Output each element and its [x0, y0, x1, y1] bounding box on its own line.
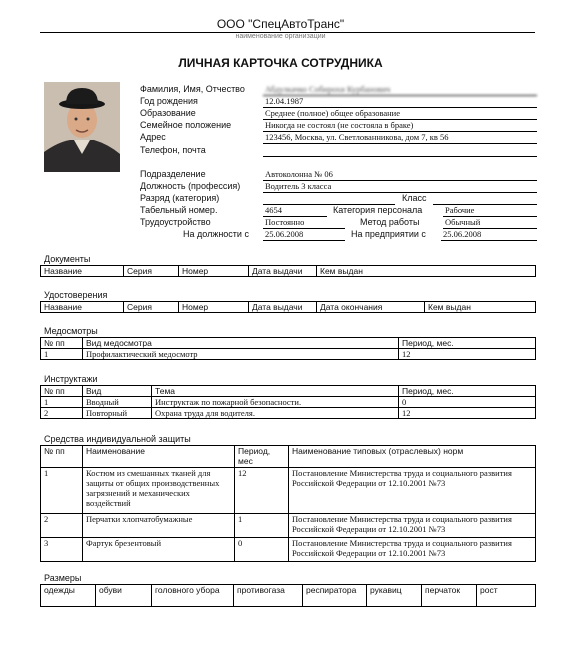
person-photo-icon [44, 82, 120, 172]
family-label: Семейное положение [140, 120, 232, 130]
ppe-table [40, 445, 536, 562]
table-cell: 1 [41, 468, 83, 514]
table-header-cell: Вид [83, 386, 152, 397]
table-row [41, 397, 536, 408]
table-cell: Повторный [83, 408, 152, 419]
table-header-cell: рукавиц [367, 585, 422, 607]
division-label: Подразделение [140, 169, 206, 179]
table-cell: 1 [41, 349, 83, 360]
table-cell: 12 [399, 349, 536, 360]
division-value: Автоколонна № 06 [263, 169, 537, 181]
table-header-cell: Дата выдачи [249, 266, 317, 277]
organization-note: наименование организации [235, 33, 326, 40]
address-label: Адрес [140, 132, 166, 142]
table-header-cell: Тема [152, 386, 399, 397]
briefings-table [40, 385, 536, 419]
table-header-cell: Период, мес [235, 446, 289, 468]
table-header-cell: Кем выдан [425, 302, 536, 313]
class-value [433, 193, 537, 205]
employment-value: Постоянно [263, 217, 345, 229]
table-cell: Перчатки хлопчатобумажные [83, 514, 235, 538]
certificates-header-row [41, 302, 536, 313]
table-header-cell: Номер [179, 266, 249, 277]
table-header-cell: обуви [96, 585, 152, 607]
table-header-cell: Серия [124, 302, 179, 313]
category-value: Рабочие [443, 205, 537, 217]
table-header-cell: Серия [124, 266, 179, 277]
table-header-cell: Дата выдачи [249, 302, 317, 313]
since-position-value: 25.06.2008 [263, 229, 345, 241]
table-cell: 1 [41, 397, 83, 408]
table-cell: Костюм из смешанных тканей для защиты от общих производственных загрязнений и механических воздействий [83, 468, 235, 514]
table-cell: 0 [399, 397, 536, 408]
table-row [41, 408, 536, 419]
family-value: Никогда не состоял (не состояла в браке) [263, 120, 537, 132]
category-label: Категория персонала [333, 205, 423, 215]
table-cell: 12 [399, 408, 536, 419]
table-header-cell: Название [41, 302, 124, 313]
table-cell: Фартук брезентовый [83, 538, 235, 562]
table-header-cell: Наименование [83, 446, 235, 468]
birth-value: 12.04.1987 [263, 96, 537, 108]
documents-header-row [41, 266, 536, 277]
education-value: Среднее (полное) общее образование [263, 108, 537, 120]
documents-table [40, 265, 536, 277]
table-header-cell: Период, мес. [399, 338, 536, 349]
address-value: 123456, Москва, ул. Светлованникова, дом 7, кв 56 [263, 132, 537, 144]
table-cell: Постановление Министерства труда и социального развития Российской Федерации от 12.10.2001 №73 [289, 538, 536, 562]
table-header-cell: Дата окончания [317, 302, 425, 313]
table-cell: Инструктаж по пожарной безопасности. [152, 397, 399, 408]
table-header-cell: головного убора [152, 585, 234, 607]
table-row [41, 538, 536, 562]
phone-value [263, 145, 537, 157]
certificates-title: Удостоверения [44, 290, 108, 300]
class-label: Класс [402, 193, 427, 203]
ppe-header-row [41, 446, 536, 468]
position-label: Должность (профессия) [140, 181, 241, 191]
documents-title: Документы [44, 254, 91, 264]
method-label: Метод работы [360, 217, 420, 227]
birth-label: Год рождения [140, 96, 198, 106]
table-cell: Охрана труда для водителя. [152, 408, 399, 419]
page-title: ЛИЧНАЯ КАРТОЧКА СОТРУДНИКА [178, 56, 383, 70]
table-cell: Постановление Министерства труда и социального развития Российской Федерации от 12.10.2001 №73 [289, 468, 536, 514]
table-header-cell: Название [41, 266, 124, 277]
since-company-value: 25.06.2008 [441, 229, 537, 241]
table-cell: 2 [41, 408, 83, 419]
ppe-title: Средства индивидуальной защиты [44, 434, 191, 444]
sizes-table [40, 584, 536, 607]
table-header-cell: одежды [41, 585, 96, 607]
table-header-cell: Период, мес. [399, 386, 536, 397]
table-cell: Профилактический медосмотр [83, 349, 399, 360]
table-header-cell: Вид медосмотра [83, 338, 399, 349]
table-cell: 2 [41, 514, 83, 538]
table-header-cell: перчаток [422, 585, 477, 607]
briefings-title: Инструктажи [44, 374, 98, 384]
table-header-cell: № пп [41, 446, 83, 468]
table-row [41, 349, 536, 360]
fio-label: Фамилия, Имя, Отчество [140, 84, 245, 94]
table-cell: 3 [41, 538, 83, 562]
table-row [41, 514, 536, 538]
table-header-cell: Номер [179, 302, 249, 313]
position-value: Водитель 3 класса [263, 181, 537, 193]
table-cell: 0 [235, 538, 289, 562]
rank-value [263, 193, 395, 205]
table-cell: Постановление Министерства труда и социального развития Российской Федерации от 12.10.2001 №73 [289, 514, 536, 538]
organization-name: ООО "СпецАвтоТранс" [216, 17, 345, 31]
table-row [41, 468, 536, 514]
employment-label: Трудоустройство [140, 217, 211, 227]
medical-header-row [41, 338, 536, 349]
table-cell: Вводный [83, 397, 152, 408]
tabnum-label: Табельный номер. [140, 205, 218, 215]
certificates-table [40, 301, 536, 313]
table-header-cell: Наименование типовых (отраслевых) норм [289, 446, 536, 468]
since-position-label: На должности с [183, 229, 249, 239]
table-header-cell: респиратора [303, 585, 367, 607]
table-header-cell: Кем выдан [317, 266, 536, 277]
table-header-cell: противогаза [234, 585, 303, 607]
employee-photo [44, 82, 120, 172]
sizes-title: Размеры [44, 573, 82, 583]
table-header-cell: № пп [41, 338, 83, 349]
medical-table [40, 337, 536, 360]
phone-label: Телефон, почта [140, 145, 206, 155]
rank-label: Разряд (категория) [140, 193, 220, 203]
table-cell: 1 [235, 514, 289, 538]
fio-value: Абдулкачко Собирохи Курбанович [263, 84, 537, 96]
table-cell: 12 [235, 468, 289, 514]
education-label: Образование [140, 108, 196, 118]
medical-title: Медосмотры [44, 326, 98, 336]
tabnum-value: 4654 [263, 205, 327, 217]
sizes-header-row [41, 585, 536, 607]
table-header-cell: рост [477, 585, 536, 607]
method-value: Обычный [443, 217, 537, 229]
briefings-header-row [41, 386, 536, 397]
since-company-label: На предприятии с [351, 229, 426, 239]
table-header-cell: № пп [41, 386, 83, 397]
